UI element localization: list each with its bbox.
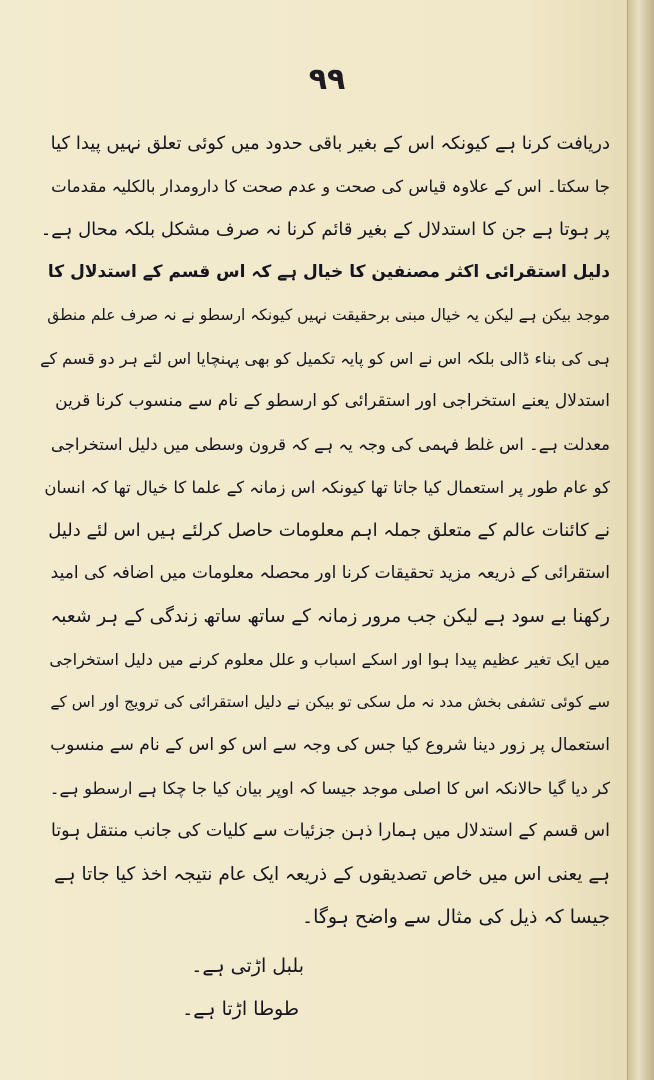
- text-line: جا سکتا۔ اس کے علاوہ قیاس کی صحت و عدم صحت کا دارومدار بالکلیہ مقدمات: [51, 177, 610, 196]
- text-line: ہی کی بناء ڈالی بلکہ اس نے اس کو پایہ تکمیل کو بھی پہنچایا اس لئے ہر دو قسم کے: [40, 349, 610, 368]
- text-line: نے کائنات عالم کے متعلق جملہ اہم معلومات حاصل کرلئے ہیں اس لئے دلیل: [48, 520, 610, 541]
- example-text: بلبل اڑتی ہے۔: [191, 955, 304, 977]
- text-line: پر ہوتا ہے جن کا استدلال کے بغیر قائم کرنا نہ صرف مشکل بلکہ محال ہے۔: [40, 219, 610, 240]
- text-line: معدلت ہے۔ اس غلط فہمی کی وجہ یہ ہے کہ قرون وسطی میں دلیل استخراجی: [50, 435, 610, 454]
- text-line: رکھنا بے سود ہے لیکن جب مرور زمانہ کے ساتھ ساتھ زندگی کے ہر شعبہ: [50, 606, 610, 627]
- example-text: طوطا اڑتا ہے۔: [182, 998, 299, 1020]
- text-line: استدلال یعنے استخراجی اور استقرائی کو ارسطو کے نام سے منسوب کرنا قرین: [55, 391, 610, 411]
- text-line: جیسا کہ ذیل کی مثال سے واضح ہوگا۔: [301, 906, 610, 928]
- text-line: کو عام طور پر استعمال کیا جاتا تھا کیونکہ اس زمانہ کے علما کا خیال تھا کہ انسان: [44, 478, 610, 497]
- text-line: کر دیا گیا حالانکہ اس کا اصلی موجد جیسا کہ اوپر بیان کیا جا چکا ہے ارسطو ہے۔: [49, 779, 610, 798]
- section-heading-line: دلیل استقرائی اکثر مصنفین کا خیال ہے کہ اس قسم کے استدلال کا: [47, 262, 610, 282]
- text-line: موجد بیکن ہے لیکن یہ خیال مبنی برحقیقت نہیں کیونکہ ارسطو نے نہ صرف علم منطق: [47, 306, 610, 324]
- text-line: میں ایک تغیر عظیم پیدا ہوا اور اسکے اسباب و علل معلوم کرنے میں دلیل استخراجی: [49, 650, 610, 669]
- page-spine-edge: [627, 0, 654, 1080]
- text-line: استعمال پر زور دینا شروع کیا جس کی وجہ سے اس کو اس کے نام سے منسوب: [50, 735, 610, 755]
- text-line: سے کوئی تشفی بخش مدد نہ مل سکی تو بیکن نے دلیل استقرائی کی ترویج اور اس کے: [50, 693, 610, 711]
- page-number: ۹۹: [308, 62, 346, 97]
- text-line: ہے یعنی اس میں خاص تصدیقوں کے ذریعہ ایک عام نتیجہ اخذ کیا جاتا ہے: [53, 864, 610, 885]
- body-text: [40, 122, 610, 939]
- text-line: اس قسم کے استدلال میں ہمارا ذہن جزئیات سے کلیات کی جانب منتقل ہوتا: [50, 821, 610, 841]
- text-line: استقرائی کے ذریعہ مزید تحقیقات کرنا اور محصلہ معلومات میں اضافہ کی امید: [50, 563, 610, 583]
- text-line: دریافت کرنا ہے کیونکہ اس کے بغیر باقی حدود میں کوئی تعلق نہیں پیدا کیا: [50, 133, 610, 154]
